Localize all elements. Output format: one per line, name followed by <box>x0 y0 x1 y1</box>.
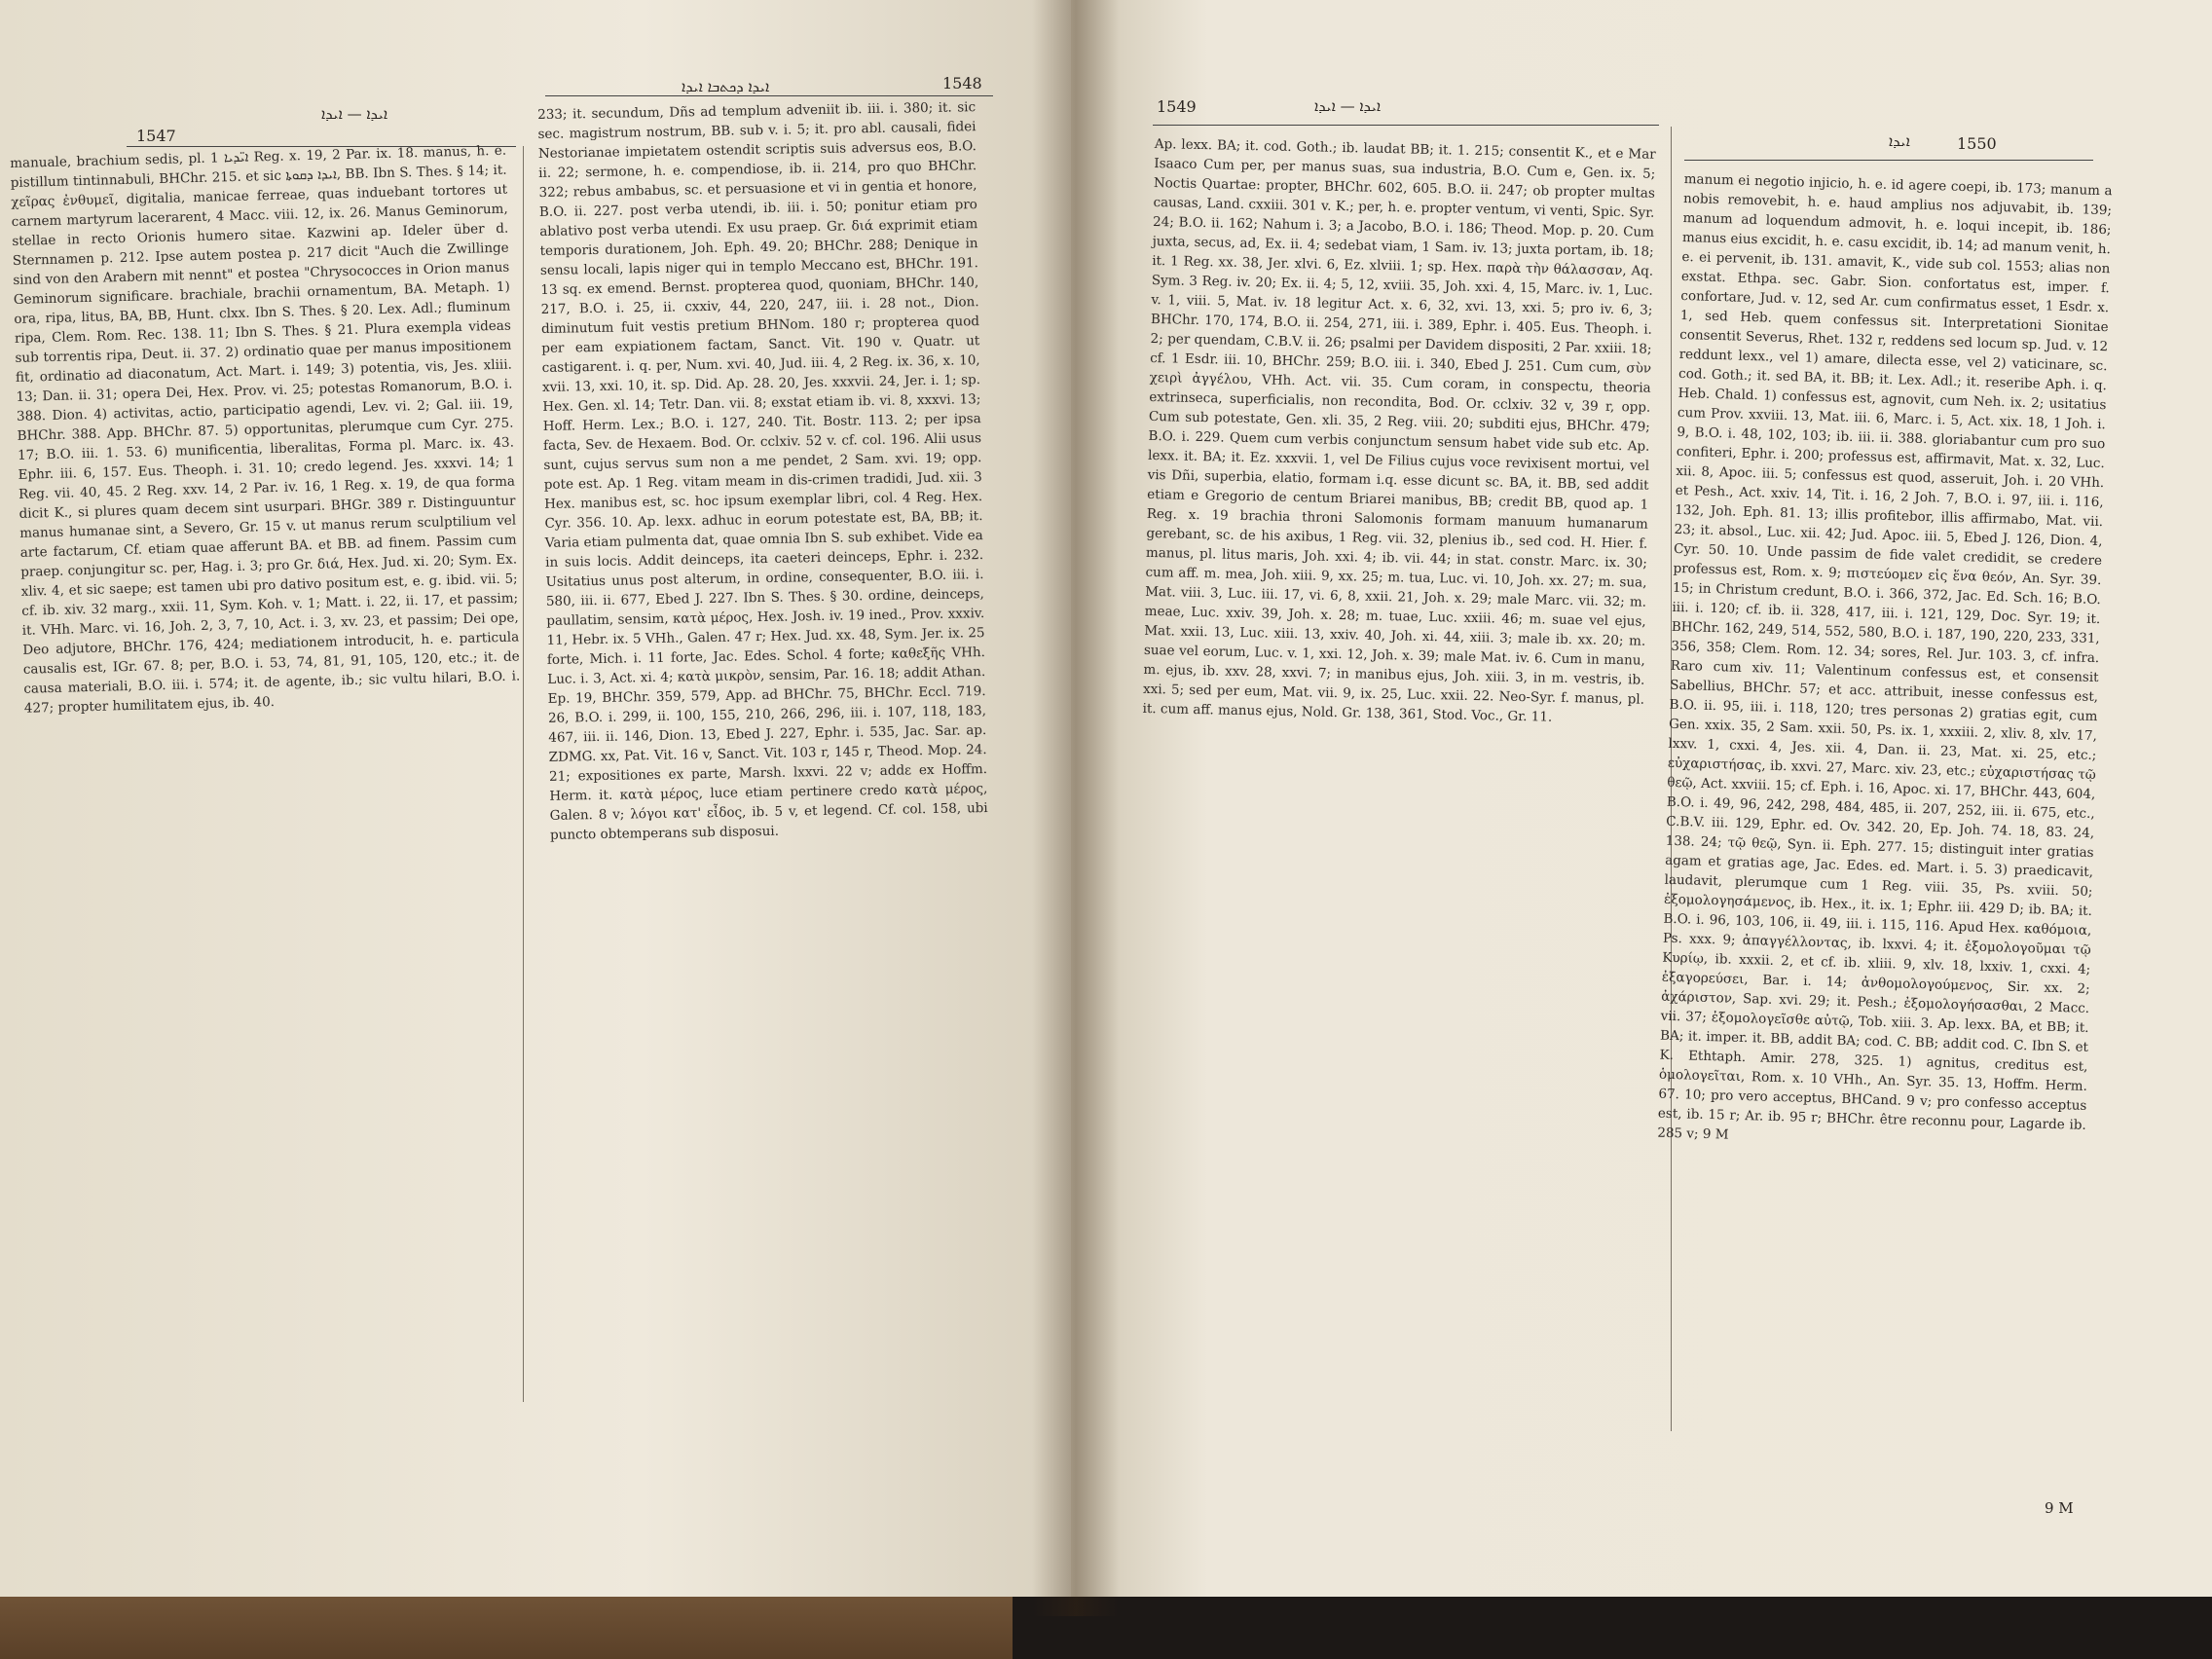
running-head-left: ܐܝܕܐ — ܐܝܕܐ <box>1314 97 1382 115</box>
header-rule-left <box>1153 125 1659 126</box>
running-head-right: ܐܝܕܐ ܕܟܬܒܐ ܐܝܕܐ <box>682 78 770 95</box>
page-number-1549: 1549 <box>1157 97 1197 116</box>
page-number-1548: 1548 <box>942 74 982 92</box>
running-head-right: ܐܝܕܐ <box>1889 132 1910 150</box>
column-text: Ap. lexx. BA; it. cod. Goth.; ib. laudat BB; it. 1. 215; consentit K., et e Mar Isaaco Cum per, per manus suas, sua industria, B.O. Cum e, Gen. ix. 5; Noctis Quartae: propter, BHChr. 602, 605. B.O. ii. 247; ob propter multas causas, Land. cxxiii. 301 v. K.; per, h. e. propter ventum, vi venti, Spic. Syr. 24; B.O. ii. 162; Nahum i. 3; a Jacobo, B.O. i. 186; Theod. Mop. p. 20. Cum juxta, secus, ad, Ex. ii. 4; sedebat viam, 1 Sam. iv. 13; juxta portam, ib. 18; it. 1 Reg. xx. 38, Jer. xlvi. 6, Ez. xlviii. 1; sp. Hex. παρὰ τὴν θάλασσαν, Aq. Sym. 3 Reg. iv. 20; Ex. ii. 4; 5, 12, xviii. 35, Joh. xxi. 4, 15, Marc. iv. 1, Luc. v. 1, viii. 5, Mat. iv. 18 legitur Act. x. 6, 32, xvi. 13, xxi. 5; pro iv. 6, 3; BHChr. 170, 174, B.O. ii. 254, 271, iii. i. 389, Ephr. i. 405. Eus. Theoph. i. 2; per quendam, C.B.V. ii. 26; psalmi per Davidem dispositi, 2 Par. xxiii. 18; cf. 1 Esdr. iii. 10, BHChr. 259; B.O. iii. i. 340, Ebed J. 251. Cum cum, σὺν χειρὶ ἀγγέλου, VHh. Act. vii. 35. Cum coram, in conspectu, theoria extrinseca, superficialis, non recondita, Bod. Or. cclxiv. 32 v, 39 r, opp. Cum sub potestate, Gen. xli. 35, 2 Reg. viii. 20; subditi ejus, BHChr. 479; B.O. i. 229. Quem cum verbis conjunctum sensum habet vide sub etc. Ap. lexx. it. BA; it. Ez. xxxvii. 1, vel De Filius cujus voce revixisent mortui, vel vis Dñi, superbia, elatio, formam i.q. esse dicunt sc. BA, it. BB, sed addit etiam e Gregorio de centum Briarei manibus, BB; credit BB, quod ap. 1 Reg. x. 19 brachia throni Salomonis formam manuum humanarum gerebant, sc. de his axibus, 1 Reg. vii. 32, plenius ib., sed cod. H. Hier. f. manus, pl. litus maris, Joh. xxi. 4; ib. vii. 44; in stat. constr. Marc. ix. 30; cum aff. m. mea, Joh. xiii. 9, xx. 25; m. tua, Luc. vi. 10, Joh. xx. 27; m. sua, Mat. viii. 3, Luc. iii. 17, vi. 6, 8, xxii. 21, Joh. x. 29; male Marc. vii. 32; m. meae, Luc. xxiv. 39, Joh. x. 28; m. tuae, Luc. xxiii. 46; m. suae vel ejus, Mat. xxii. 13, Luc. xiii. 13, xxiv. 40, Joh. xi. 44, xiii. 3; male ib. xx. 20; m. suae vel eorum, Luc. v. 1, xxi. 12, Joh. x. 39; male Mat. iv. 6. Cum in manu, m. ejus, ib. xxv. 28, xxvi. 7; in manibus ejus, Joh. xiii. 3, in m. vestris, ib. xxi. 5; sed per eum, Mat. vii. 9, ix. 25, Luc. xxii. 22. Neo-Syr. f. manus, pl. it. cum aff. manus ejus, Nold. Gr. 138, 361, Stod. Voc., Gr. 11. <box>1142 135 1656 725</box>
right-page <box>1071 0 2212 1597</box>
column-text: manum ei negotio injicio, h. e. id agere coepi, ib. 173; manum a nobis removebit, h. e. haud amplius nos adjuvabit, ib. 139; manum ad loquendum admovit, h. e. loqui incepit, ib. 186; manus eius excidit, h. e. casu excidit, ib. 14; ad manum venit, h. e. ei pervenit, ib. 131. amavit, K., vide sub col. 1553; alias non exstat. Ethpa. sec. Gabr. Sion. confortatus est, imper. f. confortare, Jud. v. 12, sed Ar. cum confirmatus esset, 1 Esdr. x. 1, sed Heb. quem confessus sit. Interpretationi Sionitae consentit Severus, Rhet. 132 r, reddens sed locum sp. Jud. v. 12 reddunt lexx., vel 1) amare, dilecta esse, vel 2) vaticinare, sc. cod. Goth.; it. sed BA, it. BB; it. Lex. Adl.; it. reseribe Aph. i. q. Heb. Chald. 1) confessus est, agnovit, cum Neh. ix. 2; usitatius cum Prov. xxviii. 13, Mat. iii. 6, Marc. i. 5, Act. xix. 18, 1 Joh. i. 9, B.O. i. 48, 102, 103; ib. iii. ii. 388. gloriabantur cum pro suo confiteri, Ephr. i. 200; professus est, affirmavit, Mat. x. 32, Luc. xii. 8, Apoc. iii. 5; confessus est quod, asseruit, Joh. i. 20 VHh. et Pesh., Act. xxiv. 14, Tit. i. 16, 2 Joh. 7, B.O. i. 97, iii. i. 116, 132, Joh. Eph. 81. 13; illis profitebor, illis affirmabo, Mat. vii. 23; it. absol., Luc. xii. 42; Jud. Apoc. iii. 5, Ebed J. 126, Dion. 4, Cyr. 50. 10. Unde passim de fide valet credidit, se credere professus est, Rom. x. 9; πιστεύομεν εἰς ἕνα θεόν, An. Syr. 39. 15; in Christum credunt, B.O. i. 366, 372, Jac. Ed. Sch. 16; B.O. iii. i. 120; cf. ib. ii. 328, 417, iii. i. 121, 129, Doc. Syr. 19; it. BHChr. 162, 249, 514, 552, 580, B.O. i. 187, 190, 220, 233, 331, 356, 358; Clem. Rom. 12. 34; sores, Rel. Jur. 103. 3, cf. infra. Raro cum xiv. 11; Valentinum confessus est, et consensit Sabellius, BHChr. 57; et acc. attribuit, inesse confessus est, B.O. ii. 95, iii. i. 118, 120; tres personas 2) gratias egit, cum Gen. xxix. 35, 2 Sam. xxii. 50, Ps. ix. 1, xxxiii. 2, xliv. 8, xlv. 17, lxxv. 1, cxxi. 4, Jes. xii. 4, Dan. ii. 23, Mat. xi. 25, etc.; εὐχαριστήσας, ib. xxvi. 27, Marc. xiv. 23, etc.; εὐχαριστήσας τῷ θεῷ, Act. xxviii. 15; cf. Eph. i. 16, Apoc. xi. 17, BHChr. 443, 604, B.O. i. 49, 96, 242, 298, 484, 485, ii. 207, 252, iii. ii. 675, etc., C.B.V. iii. 129, Ephr. ed. Ov. 342. 20, Ep. Joh. 74. 18, 83. 24, 138. 24; τῷ θεῷ, Syn. ii. Eph. 277. 15; distinguit inter gratias agam et gratias age, Jac. Edes. ed. Mart. i. 5. 3) praedicavit, laudavit, plerumque cum 1 Reg. viii. 35, Ps. xviii. 50; ἐξομολογησάμενος, ib. Hex., it. ix. 1; Ephr. iii. 429 D; ib. BA; it. B.O. i. 96, 103, 106, ii. 49, iii. i. 115, 116. Apud Hex. καθόμοια, Ps. xxx. 9; ἀπαγγέλλοντας, ib. lxxvi. 4; it. ἐξομολογοῦμαι τῷ Κυρίῳ, ib. xxxii. 2, et cf. ib. xliii. 9, xlv. 18, lxxiv. 1, cxxi. 4; ἐξαγορεύσει, Bar. i. 14; ἀνθομολογούμενος, Sir. xx. 2; ἀχάριστον, Sap. xvi. 29; it. Pesh.; ἐξομολογήσασθαι, 2 Macc. vii. 37; ἐξομολογεῖσθε αὐτῷ, Tob. xiii. 3. Ap. lexx. BA, et BB; it. BA; it. imper. it. BB, addit BA; cod. C. BB; addit cod. C. Ibn S. et K. Ethtaph. Amir. 278, 325. 1) agnitus, creditus est, ὁμολογεῖται, Rom. x. 10 VHh., An. Syr. 35. 13, Hoffm. Herm. 67. 10; pro vero acceptus, BHCand. 9 v; pro confesso acceptus est, ib. 15 r; Ar. ib. 95 r; BHChr. être reconnu pour, Lagarde ib. 285 v; 9 M <box>1657 170 2113 1143</box>
text-column-2 <box>537 97 998 1400</box>
column-text: 233; it. secundum, Dñs ad templum adveniit ib. iii. i. 380; it. sic sec. magistrum nostrum, BB. sub v. i. 5; it. pro abl. causali, fidei Nestorianae impietatem ostendit scriptis suis adversus eos, B.O. ii. 22; sermone, h. e. compendiose, ib. ii. 214, pro quo BHChr. 322; rebus ambabus, sc. et persuasione et vi in gentia et honore, B.O. ii. 227. post verba utendi, ib. iii. i. 50; ponitur etiam pro ablativo post verba utendi. Ex usu praep. Gr. διά exprimit etiam temporis durationem, Joh. Eph. 49. 20; BHChr. 288; Denique in sensu locali, lapis niger qui in templo Meccano est, BHChr. 191. 13 sq. ex emend. Bernst. propterea quod, quoniam, BHChr. 140, 217, B.O. i. 25, ii. cxxiv, 44, 220, 247, iii. i. 28 not., Dion. diminutum fuit vestis pretium BHNom. 180 r; propterea quod per eam expiationem factam, Sanct. Vit. 190 v. Quatr. ut castigarent. i. q. per, Num. xvi. 40, Jud. iii. 4, 2 Reg. ix. 36, x. 10, xvii. 13, xxi. 10, it. sp. Did. Ap. 28. 20, Jes. xxxvii. 24, Jer. i. 1; sp. Hex. Gen. xl. 14; Tetr. Dan. vii. 8; exstat etiam ib. vi. 8, xxxvi. 13; Hoff. Herm. Lex.; B.O. i. 127, 240. Tit. Bostr. 113. 2; per ipsa facta, Sev. de Hexaem. Bod. Or. cclxiv. 52 v. cf. col. 196. Alii usus sunt, cujus servus sum non a me pendet, 2 Sam. xvi. 19; opp. pote est. Ap. 1 Reg. vitam meam in dis-crimen tradidi, Jud. xii. 3 Hex. manibus est, sc. hoc ipsum exemplar libri, col. 4 Reg. Hex. Cyr. 356. 10. Ap. lexx. adhuc in eorum potestate est, BA, BB; it. Varia etiam pulmenta dat, quae omnia Ibn S. sub exhibet. Vide ea in suis locis. Addit deinceps, ita caeteri deinceps, Ephr. i. 232. Usitatius unus post alterum, in ordine, consequenter, B.O. iii. i. 580, iii. ii. 677, Ebed J. 227. Ibn S. Thes. § 30. ordine, deinceps, paullatim, sensim, κατὰ μέρος, Hex. Josh. iv. 19 ined., Prov. xxxiv. 11, Hebr. ix. 5 VHh., Galen. 47 r; Hex. Jud. xx. 48, Sym. Jer. ix. 25 forte, Mich. i. 11 forte, Jac. Edes. Schol. 4 forte; καθεξῆς VHh. Luc. i. 3, Act. xi. 4; κατὰ μικρὸν, sensim, Par. 16. 18; addit Athan. Ep. 19, BHChr. 359, 579, App. ad BHChr. 75, BHChr. Eccl. 719. 26, B.O. i. 299, ii. 100, 155, 210, 266, 296, iii. i. 107, 118, 183, 467, iii. ii. 146, Dion. 13, Ebed J. 227, Ephr. i. 535, Jac. Sar. ap. ZDMG. xx, Pat. Vit. 16 v, Sanct. Vit. 103 r, 145 r, Theod. Mop. 24. 21; expositiones ex parte, Marsh. lxxvi. 22 v; addε ex Hoffm. Herm. it. κατὰ μέρος, luce etiam pertinere credo κατὰ μέρος, Galen. 8 v; λόγοι κατ' εἶδος, ib. 5 v, et legend. Cf. col. 158, ubi puncto obtemperans sub disposui. <box>537 99 988 843</box>
book-gutter <box>1032 0 1120 1616</box>
text-column-1 <box>10 141 539 1410</box>
signature-mark: 9 M <box>2045 1499 2074 1517</box>
text-column-1 <box>1126 134 1656 1478</box>
running-head-left: ܐܝܕܐ — ܐܝܕܐ <box>321 105 388 123</box>
column-text: manuale, brachium sedis, pl. ܐܝ̈ܕܝܐ 1 Reg. x. 19, 2 Par. ix. 18. manus, h. e. pistillum tintinnabuli, BHChr. 215. et sic ܐܝܕܐ ܕܩܘܬܐ, BB. Ibn S. Thes. § 14; it. χεῖρας ἐνθυμεῖ, digitalia, manicae ferreae, quas induebant tortores ut carnem martyrum lacerarent, 4 Macc. viii. 12, ix. 26. Manus Geminorum, stellae in recto Orionis humero sitae. Kazwini ap. Ideler über d. Sternnamen p. 212. Ipse autem postea p. 217 dicit "Auch die Zwillinge sind von den Arabern mit nennt" et postea "Chrysococces in Orion manus Geminorum significare. brachiale, brachii ornamentum, BA. Metaph. 1) ora, ripa, litus, BA, BB, Hunt. clxx. Ibn S. Thes. § 20. Lex. Adl.; fluminum ripa, Clem. Rom. Rec. 138. 11; Ibn S. Thes. § 21. Plura exempla videas sub torrentis ripa, Deut. ii. 37. 2) ordinatio quae per manus impositionem fit, ordinatio ad diaconatum, Act. Mart. i. 149; 3) potentia, vis, Jes. xliii. 13; Dan. ii. 31; opera Dei, Hex. Prov. vi. 25; potestas Romanorum, B.O. i. 388. Dion. 4) activitas, actio, participatio agendi, Lev. vi. 2; Gal. iii. 19, BHChr. 388. App. BHChr. 87. 5) opportunitas, plerumque cum Cyr. 275. 17; B.O. iii. 1. 53. 6) munificentia, liberalitas, Forma pl. Marc. ix. 43. Ephr. iii. 6, 157. Eus. Theoph. i. 31. 10; credo legend. Jes. xxxvi. 14; 1 Reg. vii. 40, 45. 2 Reg. xxv. 14, 2 Par. iv. 16, 1 Reg. x. 19, de qua forma dicit K., si plures quam decem sint usurpari. BHGr. 389 r. Distinguuntur manus humanae sint, a Severo, Gr. 15 v. ut manus rerum sculptilium vel arte factarum, Cf. etiam quae afferunt BA. et BB. ad finem. Passim cum praep. conjungitur sc. per, Hag. i. 3; pro Gr. διά, Hex. Jud. xi. 20; Sym. Ex. xliv. 4, et sic saepe; est tamen ubi pro dativo positum est, e. g. ibid. vii. 5; cf. ib. xiv. 32 marg., xxii. 11, Sym. Koh. v. 1; Matt. i. 22, ii. 17, et passim; it. VHh. Marc. vi. 16, Joh. 2, 3, 7, 10, Act. i. 3, xv. 23, et passim; Dei ope, Deo adjutore, BHChr. 176, 424; mediationem introducit, h. e. particula causalis est, IGr. 67. 8; per, B.O. i. 53, 74, 81, 91, 105, 120, etc.; it. de causa materiali, B.O. iii. i. 574; it. de agente, ib.; sic vultu hilari, B.O. i. 427; propter humilitatem ejus, ib. 40. <box>10 142 521 717</box>
page-number-1550: 1550 <box>1957 134 1997 153</box>
text-column-2 <box>1648 169 2112 1456</box>
page-number-1547: 1547 <box>136 127 176 145</box>
header-rule-right <box>545 95 993 96</box>
left-page <box>0 0 1071 1597</box>
header-rule-right <box>1684 160 2093 161</box>
